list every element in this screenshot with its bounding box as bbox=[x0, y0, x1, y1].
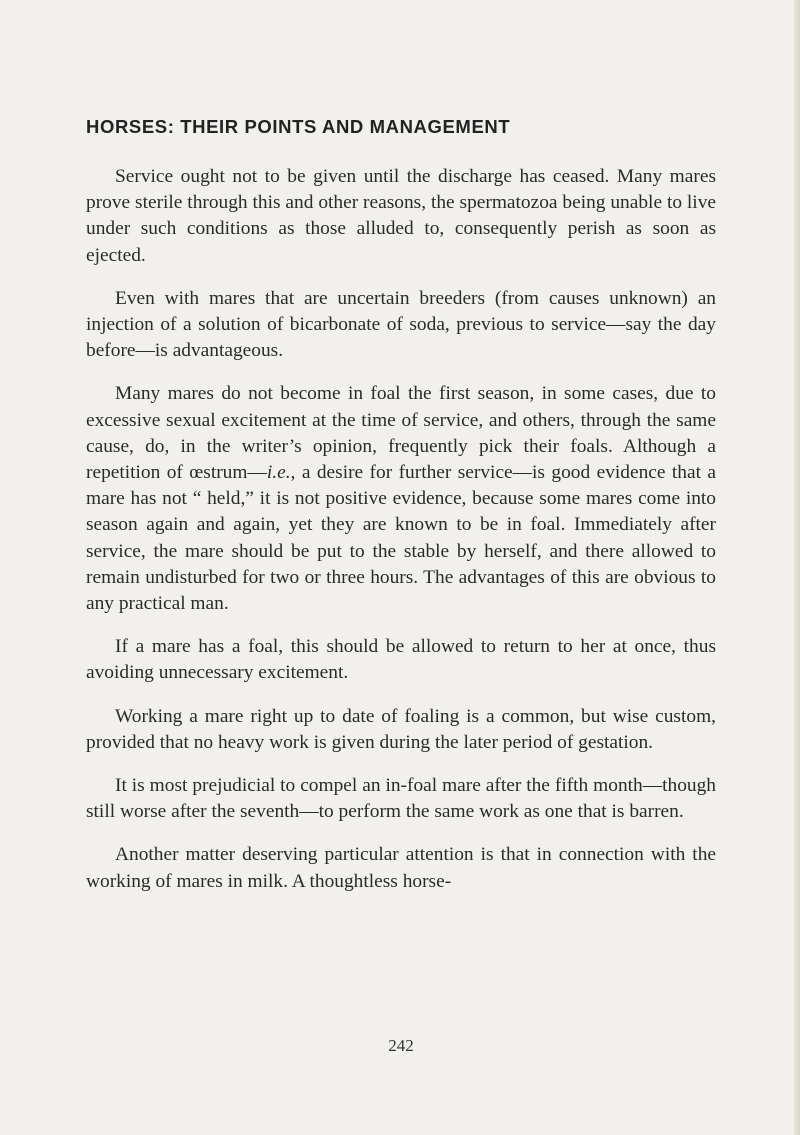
paragraph-3-part-b: a desire for further service—is good evidence that a mare has not “ held,” it is not positive evidence, because some mares come into season again and again, yet they are known to be in foal. Immediately after service, the mare should be put to the stable by herself, and there allowed to remain undisturbed for two or three hours. The advantages of this are obvious to any practical man. bbox=[86, 462, 717, 615]
paragraph-3 bbox=[86, 381, 716, 617]
paragraph-4: If a mare has a foal, this should be allowed to return to her at once, thus avoiding unnecessary excitement. bbox=[86, 636, 716, 684]
paragraph-7: Another matter deserving particular attention is that in connection with the working of mares in milk. A thoughtless horse- bbox=[86, 844, 716, 892]
paragraph-5: Working a mare right up to date of foaling is a common, but wise custom, provided that no heavy work is given during the later period of gestation. bbox=[86, 705, 716, 753]
running-head: HORSES: THEIR POINTS AND MANAGEMENT bbox=[86, 116, 511, 137]
paragraph-2: Even with mares that are uncertain breeders (from causes unknown) an injection of a solution of bicarbonate of soda, previous to service—say the day before—is advantageous. bbox=[86, 287, 716, 362]
page-number: 242 bbox=[388, 1036, 414, 1055]
paragraph-6: It is most prejudicial to compel an in-foal mare after the fifth month—though still worse after the seventh—to perform the same work as one that is barren. bbox=[86, 775, 716, 823]
paragraph-1: Service ought not to be given until the discharge has ceased. Many mares prove sterile through this and other reasons, the spermatozoa being unable to live under such conditions as those alluded to, consequently perish as soon as ejected. bbox=[86, 166, 716, 266]
paragraph-3-italic-ie: i.e., bbox=[266, 462, 296, 484]
paragraph-3-part-a: Many mares do not become in foal the first season, in some cases, due to excessive sexual excitement at the time of service, and others, through the same cause, do, in the writer’s opinion, frequently pick their foals. Although a repetition of œstrum— bbox=[86, 383, 716, 484]
page-edge-shadow bbox=[794, 0, 800, 1135]
body-text bbox=[86, 164, 716, 895]
